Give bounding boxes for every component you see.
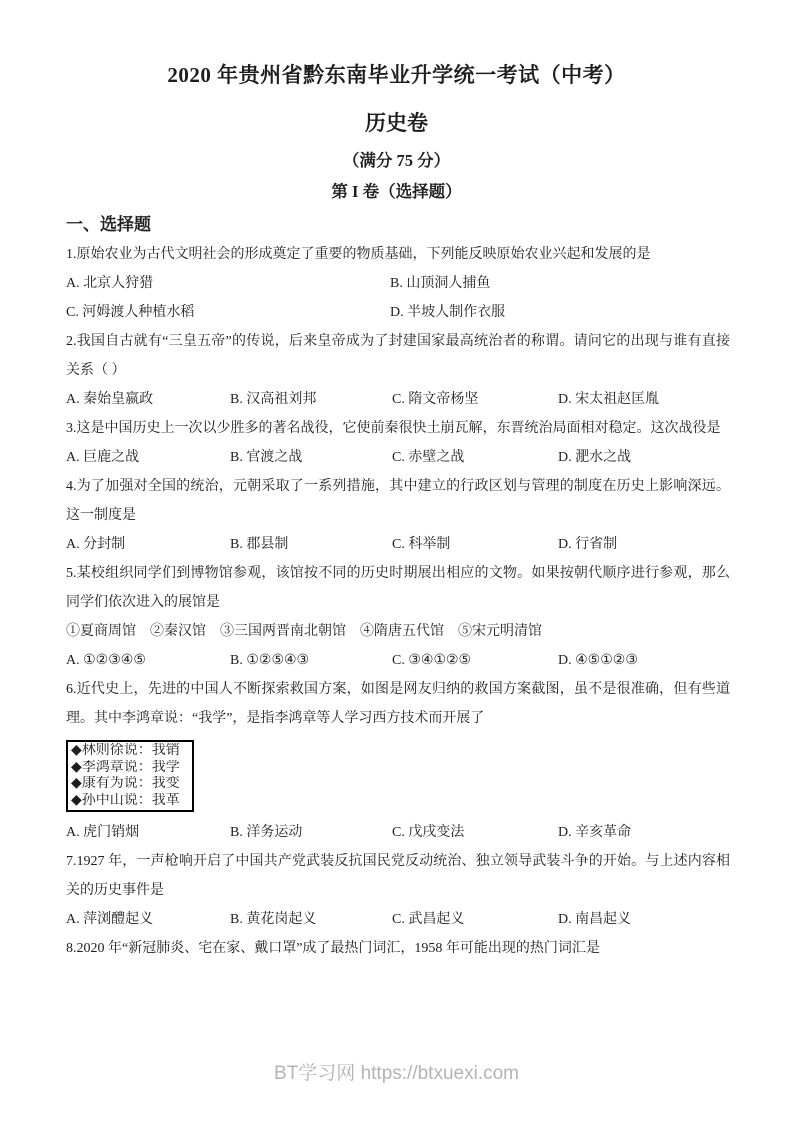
option-a: A. 分封制 [66,537,126,552]
question-5 [66,559,730,675]
paper-title: 2020 年贵州省黔东南毕业升学统一考试（中考） [167,63,626,87]
option-d: D. 行省制 [558,537,618,552]
option-a: A. 虎门销烟 [66,825,140,840]
question-1 [66,240,730,327]
question-8 [66,934,730,963]
option-a: A. 秦始皇嬴政 [66,392,154,407]
option-d: D. 南昌起义 [558,912,632,927]
question-2 [66,327,730,414]
option-c: C. 科举制 [392,537,451,552]
question-options [66,646,730,675]
question-stem: 6.近代史上，先进的中国人不断探索救国方案，如图是网友归纳的救国方案截图，虽不是很准确，但有些道理。其中李鸿章说：“我学”，是指李鸿章等人学习西方技术而开展了 [66,682,730,726]
paper-header [0,0,793,204]
part-heading-choice: 一、选择题 [66,215,151,234]
watermark-link: BT学习网 https://btxuexi.com [274,1063,519,1084]
option-c: C. 赤壁之战 [392,450,465,465]
option-b: B. 洋务运动 [230,825,303,840]
option-c: C. ③④①②⑤ [392,653,472,668]
question-4 [66,472,730,559]
question-7 [66,847,730,934]
option-b: B. 黄花岗起义 [230,912,317,927]
quote-line-kang-youwei: ◆康有为说：我变 [71,776,180,791]
question-stem: 4.为了加强对全国的统治，元朝采取了一系列措施，其中建立的行政区划与管理的制度在历史上影响深远。这一制度是 [66,479,730,523]
option-c: C. 武昌起义 [392,912,465,927]
option-b: B. 汉高祖刘邦 [230,392,317,407]
question-stem: 3.这是中国历史上一次以少胜多的著名战役，它使前秦很快土崩瓦解，东晋统治局面相对稳定。这次战役是 [66,421,721,436]
question-options [66,905,730,934]
quote-figure-box [66,740,194,812]
question-6 [66,675,730,847]
option-c: C. 戊戌变法 [392,825,465,840]
paper-subject-title: 历史卷 [365,111,428,135]
watermark-footer [0,1058,793,1085]
option-b: B. 官渡之战 [230,450,303,465]
option-b: B. 山顶洞人捕鱼 [390,276,491,291]
question-stem: 1.原始农业为古代文明社会的形成奠定了重要的物质基础，下列能反映原始农业兴起和发展的是 [66,247,651,262]
option-d: D. 辛亥革命 [558,825,632,840]
option-a: A. 巨鹿之战 [66,450,140,465]
option-a: A. 萍浏醴起义 [66,912,154,927]
option-c: C. 河姆渡人种植水稻 [66,305,195,320]
question-stem: 7.1927 年，一声枪响开启了中国共产党武装反抗国民党反动统治、独立领导武装斗争的开始。与上述内容相关的历史事件是 [66,854,730,898]
quote-line-li-hongzhang: ◆李鸿章说：我学 [71,759,180,775]
question-stem: 2.我国自古就有“三皇五帝”的传说，后来皇帝成为了封建国家最高统治者的称谓。请问它的出现与谁有直接关系（ ） [66,334,730,378]
question-options [66,385,730,414]
option-b: B. ①②⑤④③ [230,653,310,668]
quote-line-lin-zexu: ◆林则徐说：我销 [71,743,180,758]
option-d: D. 宋太祖赵匡胤 [558,392,660,407]
option-d: D. 淝水之战 [558,450,632,465]
option-d: D. ④⑤①②③ [558,653,638,668]
question-options [66,818,730,847]
museum-sequence-line: ①夏商周馆 ②秦汉馆 ③三国两晋南北朝馆 ④隋唐五代馆 ⑤宋元明清馆 [66,624,542,639]
question-options [66,269,730,327]
section-1-title: 第 I 卷（选择题） [331,182,462,201]
question-stem: 8.2020 年“新冠肺炎、宅在家、戴口罩”成了最热门词汇，1958 年可能出现的热门词汇是 [66,941,600,956]
option-d: D. 半坡人制作衣服 [390,305,506,320]
option-c: C. 隋文帝杨坚 [392,392,479,407]
questions-area [66,210,730,963]
option-a: A. ①②③④⑤ [66,653,146,668]
question-3 [66,414,730,472]
question-stem: 5.某校组织同学们到博物馆参观，该馆按不同的历史时期展出相应的文物。如果按朝代顺序进行参观，那么同学们依次进入的展馆是 [66,566,730,610]
option-a: A. 北京人狩猎 [66,276,154,291]
total-score-note: （满分 75 分） [342,151,451,170]
option-b: B. 郡县制 [230,537,289,552]
quote-line-sun-zhongshan: ◆孙中山说：我革 [71,792,180,808]
question-options [66,530,730,559]
question-options [66,443,730,472]
